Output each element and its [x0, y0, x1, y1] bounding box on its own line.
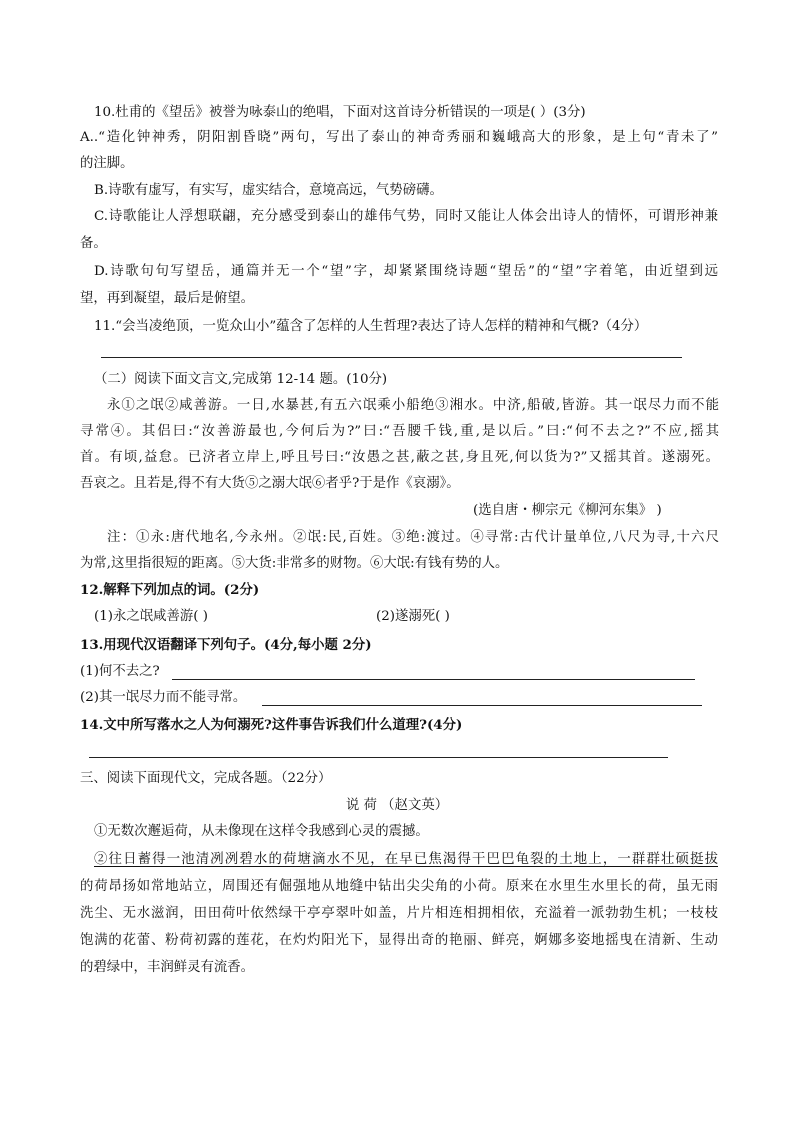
passage-line-4: 吾哀之。且若是,得不有大货⑤之溺大氓⑥者乎?于是作《哀溺》。	[80, 476, 460, 491]
q10-option-d-line2: 望，再到凝望，最后是俯望。	[80, 291, 255, 306]
notes-line-1: 注：①永:唐代地名,今永州。②氓:民,百姓。③绝:渡过。④寻常:古代计量单位,八尺为寻,十六尺	[107, 530, 719, 545]
notes-line-2: 为常,这里指很短的距离。⑤大货:非常多的财物。⑥大氓:有钱有势的人。	[80, 556, 509, 571]
article-para-2-line-1: ②往日蓄得一池清冽冽碧水的荷塘滴水不见，在早已焦渴得干巴巴龟裂的土地上，一群群壮硕挺拔	[94, 852, 718, 867]
q13-stem: 13.用现代汉语翻译下列句子。(4分,每小题 2分)	[80, 637, 372, 653]
section2-heading: （二）阅读下面文言文,完成第 12-14 题。(10分)	[94, 372, 388, 387]
q10-option-c-line1: C.诗歌能让人浮想联翩，充分感受到泰山的雄伟气势，同时又能让人体会出诗人的情怀，可谓形神兼	[94, 209, 718, 224]
section3-heading: 三、阅读下面现代文，完成各题。（22分）	[80, 771, 332, 786]
q10-option-c-line2: 备。	[80, 236, 107, 251]
q11-stem: 11.“会当凌绝顶，一览众山小”蕴含了怎样的人生哲理?表达了诗人怎样的精神和气概?（4分）	[94, 319, 648, 334]
q13-item-2-answer-line[interactable]	[262, 705, 702, 706]
q10-option-b: B.诗歌有虚写，有实写，虚实结合，意境高远，气势磅礴。	[94, 183, 443, 198]
article-para-2-line-3: 洗尘、无水滋润，田田荷叶依然绿干亭亭翠叶如盖，片片相连相拥相依，充溢着一派勃勃生机；一枝枝	[80, 906, 718, 921]
passage-line-2: 寻常④。其侣曰:“汝善游最也,今何后为?”曰:“吾腰千钱,重,是以后。”曰:“何不去之?”不应,摇其	[80, 424, 719, 439]
q14-answer-line[interactable]	[89, 757, 668, 758]
article-para-2-line-5: 的碧绿中，丰润鲜灵有流香。	[80, 960, 255, 975]
passage-line-3: 首。有顷,益怠。已济者立岸上,呼且号曰:“汝愚之甚,蔽之甚,身且死,何以货为?”又摇其首。遂溺死。	[80, 450, 719, 465]
q14-stem: 14.文中所写落水之人为何溺死?这件事告诉我们什么道理?(4分)	[80, 717, 463, 733]
article-para-1: ①无数次邂逅荷，从未像现在这样令我感到心灵的震撼。	[94, 824, 429, 839]
q13-item-1: (1)何不去之?	[80, 664, 160, 679]
q11-answer-line[interactable]	[101, 357, 682, 358]
passage-line-1: 永①之氓②咸善游。一日,水暴甚,有五六氓乘小船绝③湘水。中济,船破,皆游。其一氓尽力而不能	[107, 398, 719, 413]
q12-stem: 12.解释下列加点的词。(2分)	[80, 582, 260, 598]
q12-item-2: (2)遂溺死( )	[376, 609, 450, 624]
article-para-2-line-4: 饱满的花蕾、粉荷初露的莲花，在灼灼阳光下，显得出奇的艳丽、鲜亮，婀娜多姿地摇曳在清新、生动	[80, 933, 718, 948]
q10-option-a-line2: 的注脚。	[80, 156, 134, 171]
q13-item-2: (2)其一氓尽力而不能寻常。	[80, 690, 247, 705]
article-title: 说 荷 （赵文英）	[345, 798, 449, 813]
passage-source: (选自唐・柳宗元《柳河东集》 )	[473, 503, 662, 518]
article-para-2-line-2: 的荷昂扬如常地站立，周围还有倔强地从地缝中钻出尖尖角的小荷。原来在水里生水里长的荷，虽无雨	[80, 879, 718, 894]
q10-option-a-line1: A..“造化钟神秀，阴阳割昏晓”两句，写出了泰山的神奇秀丽和巍峨高大的形象，是上句“青未了”	[80, 130, 718, 145]
q10-stem: 10.杜甫的《望岳》被誉为咏泰山的绝唱，下面对这首诗分析错误的一项是( ）(3分)	[94, 105, 586, 120]
q13-item-1-answer-line[interactable]	[172, 679, 695, 680]
q12-item-1: (1)永之氓咸善游( )	[94, 609, 209, 624]
q10-option-d-line1: D.诗歌句句写望岳，通篇并无一个“望”字，却紧紧围绕诗题“望岳”的“望”字着笔，由近望到远	[94, 264, 718, 279]
